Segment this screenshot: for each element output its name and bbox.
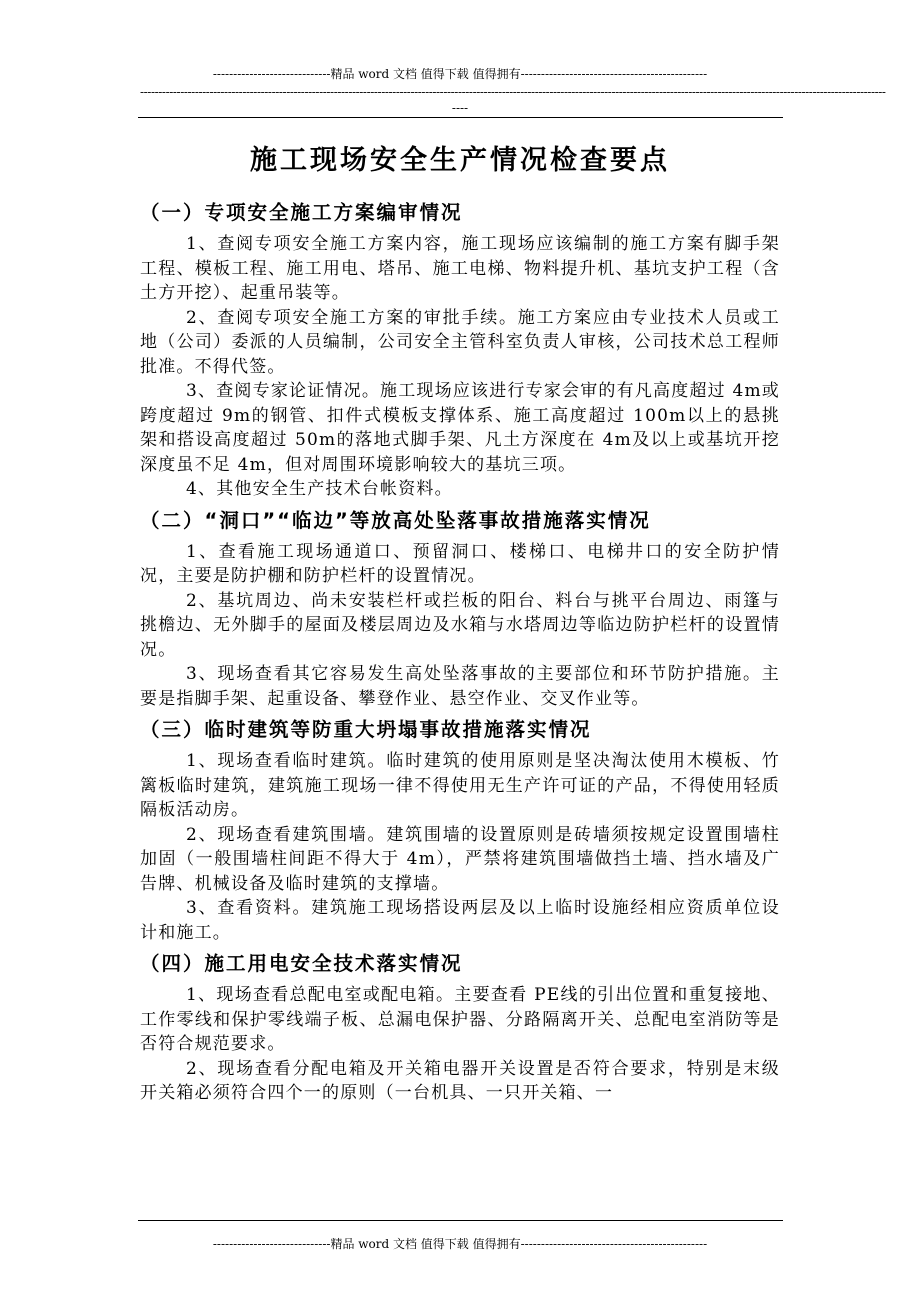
- header-line-1: -----------------------------精品 word 文档 值得下载 值得拥有----------------------------------------------: [212, 67, 708, 81]
- section-heading: （二）“洞口”“临边”等放高处坠落事故措施落实情况: [140, 508, 651, 532]
- paragraph: 1、查阅专项安全施工方案内容，施工现场应该编制的施工方案有脚手架工程、模板工程、施工用电、塔吊、施工电梯、物料提升机、基坑支护工程（含土方开挖）、起重吊装等。: [140, 234, 780, 303]
- section-3: [140, 715, 780, 945]
- header-rule: [138, 117, 783, 118]
- paragraph: 4、其他安全生产技术台帐资料。: [186, 479, 453, 499]
- section-2: [140, 506, 780, 712]
- paragraph: 1、现场查看总配电室或配电箱。主要查看 PE线的引出位置和重复接地、工作零线和保护零线端子板、总漏电保护器、分路隔离开关、总配电室消防等是否符合规范要求。: [140, 985, 780, 1054]
- section-1: [140, 198, 780, 502]
- paragraph: 1、现场查看临时建筑。临时建筑的使用原则是坚决淘汰使用木模板、竹篱板临时建筑，建筑施工现场一律不得使用无生产许可证的产品，不得使用轻质隔板活动房。: [140, 751, 780, 820]
- header-line-3: ----: [451, 101, 469, 115]
- paragraph: 1、查看施工现场通道口、预留洞口、楼梯口、电梯井口的安全防护情况，主要是防护棚和防护栏杆的设置情况。: [140, 541, 780, 586]
- footer-rule: [138, 1220, 783, 1221]
- document-body: [140, 194, 780, 1106]
- paragraph: 3、查看资料。建筑施工现场搭设两层及以上临时设施经相应资质单位设计和施工。: [140, 898, 780, 943]
- section-4: [140, 949, 780, 1106]
- paragraph: 3、查阅专家论证情况。施工现场应该进行专家会审的有凡高度超过 4m或跨度超过 9m的钢管、扣件式模板支撑体系、施工高度超过 100m以上的悬挑架和搭设高度超过 50m的落地式脚手架、凡土方深度在 4m及以上或基坑开挖深度虽不足 4m，但对周围环境影响较大的基坑三项。: [140, 381, 780, 475]
- paragraph: 3、现场查看其它容易发生高处坠落事故的主要部位和环节防护措施。主要是指脚手架、起重设备、攀登作业、悬空作业、交叉作业等。: [140, 664, 780, 709]
- header-line-2: ------------------------------------------------------------------------------------------------------------------------------------------------------------------------------------------------------------: [140, 85, 886, 99]
- paragraph: 2、查阅专项安全施工方案的审批手续。施工方案应由专业技术人员或工地（公司）委派的人员编制，公司安全主管科室负责人审核，公司技术总工程师批准。不得代签。: [140, 307, 780, 377]
- section-heading: （三）临时建筑等防重大坍塌事故措施落实情况: [140, 718, 592, 741]
- page-title: 施工现场安全生产情况检查要点: [250, 145, 670, 176]
- paragraph: 2、现场查看建筑围墙。建筑围墙的设置原则是砖墙须按规定设置围墙柱加固（一般围墙柱间距不得大于 4m），严禁将建筑围墙做挡土墙、挡水墙及广告牌、机械设备及临时建筑的支撑墙。: [140, 824, 780, 894]
- section-heading: （一）专项安全施工方案编审情况: [140, 201, 463, 224]
- paragraph: 2、现场查看分配电箱及开关箱电器开关设置是否符合要求，特别是末级开关箱必须符合四个一的原则（一台机具、一只开关箱、一: [140, 1058, 780, 1103]
- section-heading: （四）施工用电安全技术落实情况: [140, 952, 463, 975]
- footer-line: -----------------------------精品 word 文档 值得下载 值得拥有----------------------------------------------: [212, 1237, 708, 1251]
- paragraph: 2、基坑周边、尚未安装栏杆或拦板的阳台、料台与挑平台周边、雨篷与挑檐边、无外脚手的屋面及楼层周边及水箱与水塔周边等临边防护栏杆的设置情况。: [140, 590, 780, 660]
